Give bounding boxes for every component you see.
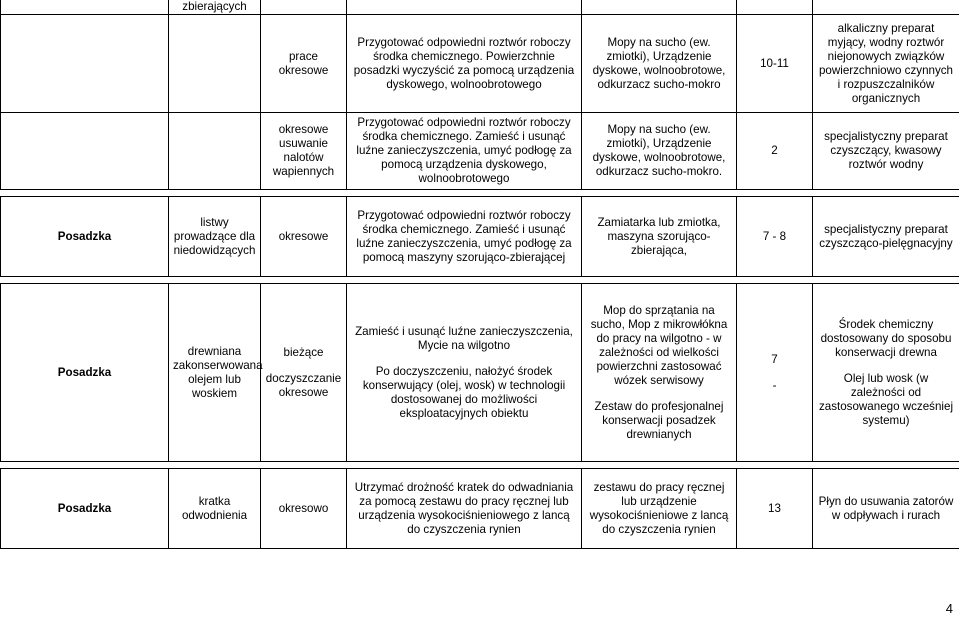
equipment-cell: Mopy na sucho (ew. zmiotki), Urządzenie dyskowe, wolnoobrotowe, odkurzacz sucho-mokro.	[582, 113, 737, 190]
agent-cell: specjalistyczny preparat czyszcząco-pielęgnacyjny	[813, 197, 959, 277]
row-separator	[1, 190, 959, 197]
table-row	[1, 15, 959, 113]
surface-cell: drewniana zakonserwowana olejem lub woskiem	[169, 284, 261, 462]
agent-cell	[813, 284, 959, 462]
scope-cell	[261, 0, 347, 15]
row-separator	[1, 462, 959, 469]
agent-cell: alkaliczny preparat myjący, wodny roztwór niejonowych związków powierzchniowo czynnych i rozpuszczalników organicznych	[813, 15, 959, 113]
area-cell: Posadzka	[1, 284, 169, 462]
table-row	[1, 0, 959, 15]
area-cell: Posadzka	[1, 469, 169, 549]
agent-cell: Płyn do usuwania zatorów w odpływach i rurach	[813, 469, 959, 549]
procedure-cell: Przygotować odpowiedni roztwór roboczy środka chemicznego. Zamieść i usunąć luźne zanieczyszczenia, umyć podłogę za pomocą urządzenia dyskowego, wolnoobrotowego	[347, 113, 582, 190]
procedure-cell	[347, 284, 582, 462]
equipment-periodic: Zestaw do profesjonalnej konserwacji posadzek drewnianych	[594, 399, 724, 441]
frequency-cell: 13	[737, 469, 813, 549]
frequency-cell: 7 - 8	[737, 197, 813, 277]
agent-current: Środek chemiczny dostosowany do sposobu konserwacji drewna	[820, 317, 952, 359]
procedure-current: Zamieść i usunąć luźne zanieczyszczenia, Mycie na wilgotno	[355, 324, 573, 352]
area-cell	[1, 113, 169, 190]
surface-cell: kratka odwodnienia	[169, 469, 261, 549]
equipment-cell: zestawu do pracy ręcznej lub urządzenie wysokociśnieniowe z lancą do czyszczenia rynien	[582, 469, 737, 549]
scope-cell: okresowo	[261, 469, 347, 549]
scope-cell: okresowe usuwanie nalotów wapiennych	[261, 113, 347, 190]
procedure-periodic: Po doczyszczeniu, nałożyć środek konserwujący (olej, wosk) w technologii dostosowanej do możliwości eksploatacyjnych obiektu	[362, 364, 566, 420]
separator-cell	[1, 190, 959, 197]
scope-cell	[261, 284, 347, 462]
table-row	[1, 197, 959, 277]
frequency-cell: 10-11	[737, 15, 813, 113]
equipment-cell: Zamiatarka lub zmiotka, maszyna szorująco-zbierająca,	[582, 197, 737, 277]
area-cell	[1, 0, 169, 15]
frequency-cell	[737, 0, 813, 15]
frequency-cell	[737, 284, 813, 462]
row-separator	[1, 277, 959, 284]
procedure-cell: Utrzymać drożność kratek do odwadniania za pomocą zestawu do pracy ręcznej lub urządzenia wysokociśnieniowego z lancą do czyszczenia rynien	[347, 469, 582, 549]
equipment-current: Mop do sprzątania na sucho, Mop z mikrowłókna do pracy na wilgotno - w zależności od wielkości powierzchni zastosować wózek serwisowy	[590, 303, 728, 387]
scope-cell: prace okresowe	[261, 15, 347, 113]
procedure-cell: Przygotować odpowiedni roztwór roboczy środka chemicznego. Powierzchnie posadzki wyczyścić za pomocą urządzenia dyskowego, wolnoobrotowego	[347, 15, 582, 113]
area-cell	[1, 15, 169, 113]
agent-periodic: Olej lub wosk (w zależności od zastosowanego wcześniej systemu)	[818, 371, 954, 427]
area-cell: Posadzka	[1, 197, 169, 277]
separator-cell	[1, 462, 959, 469]
table-row	[1, 113, 959, 190]
equipment-cell: Mopy na sucho (ew. zmiotki), Urządzenie dyskowe, wolnoobrotowe, odkurzacz sucho-mokro	[582, 15, 737, 113]
table-row	[1, 469, 959, 549]
procedure-cell: Przygotować odpowiedni roztwór roboczy środka chemicznego. Zamieść i usunąć luźne zanieczyszczenia, umyć podłogę za pomocą maszyny szorująco-zbierającej	[347, 197, 582, 277]
agent-cell	[813, 0, 959, 15]
scope-cell: okresowe	[261, 197, 347, 277]
scope-periodic: doczyszczanie okresowe	[265, 371, 342, 399]
surface-cell	[169, 15, 261, 113]
separator-cell	[1, 277, 959, 284]
page-number: 4	[945, 601, 953, 616]
surface-cell	[169, 113, 261, 190]
frequency-cell: 2	[737, 113, 813, 190]
equipment-cell	[582, 0, 737, 15]
frequency-periodic: -	[772, 378, 777, 392]
equipment-cell	[582, 284, 737, 462]
frequency-current: 7	[771, 352, 778, 366]
agent-cell: specjalistyczny preparat czyszczący, kwasowy roztwór wodny	[813, 113, 959, 190]
surface-cell: listwy prowadzące dla niedowidzących	[169, 197, 261, 277]
surface-cell: zbierających	[169, 0, 261, 15]
procedure-cell	[347, 0, 582, 15]
scope-current: bieżące	[283, 345, 324, 359]
table-row	[1, 284, 959, 462]
